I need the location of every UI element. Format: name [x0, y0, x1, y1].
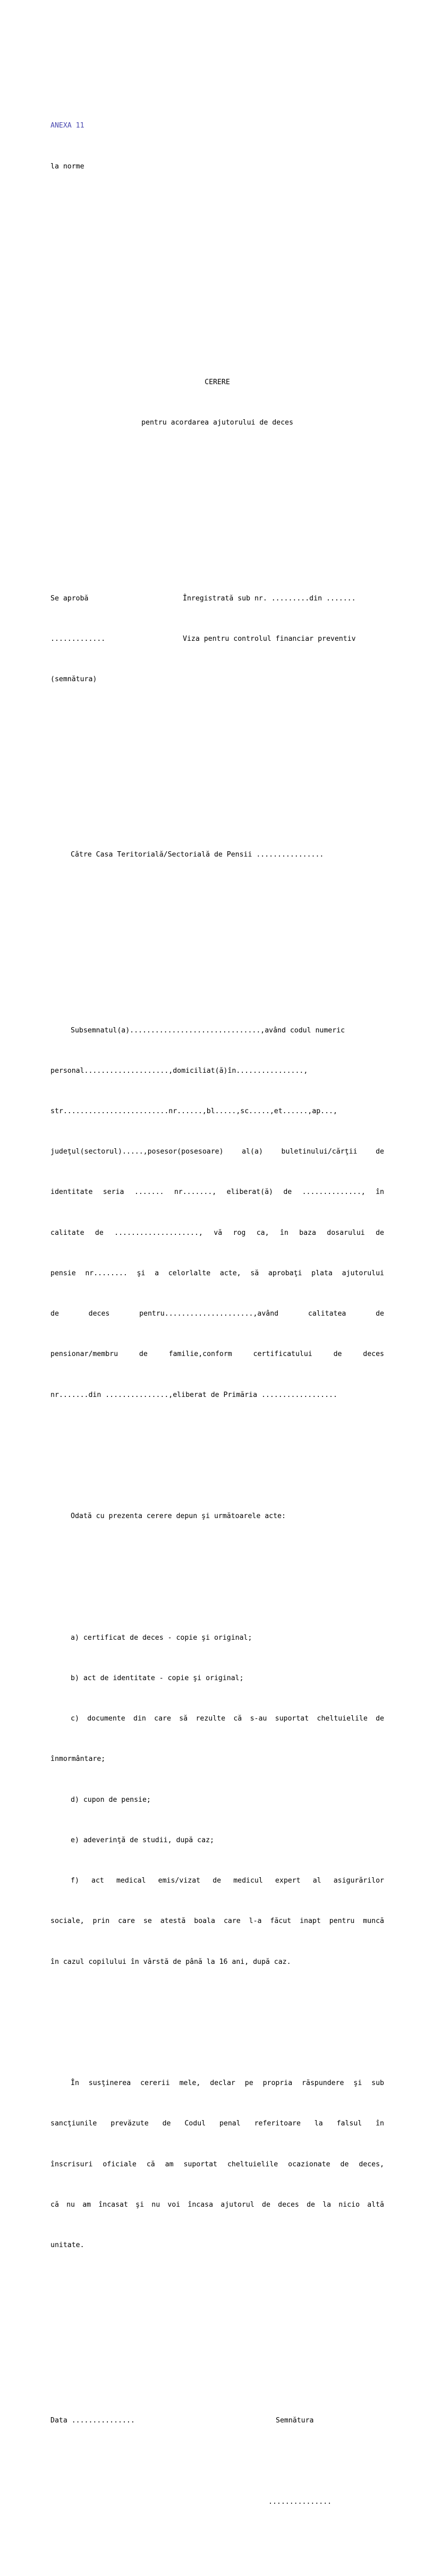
- list-item-e: e) adeverinţă de studii, după caz;: [71, 1836, 214, 1844]
- signature-dots: ...............: [268, 2497, 332, 2506]
- main-request-block: [50, 997, 384, 1429]
- registration-number: Înregistrată sub nr. .........din .......: [183, 594, 356, 603]
- document-body: [50, 38, 384, 2576]
- documents-intro: Odată cu prezenta cerere depun şi următoarele acte:: [71, 1512, 286, 1521]
- approval-block: [50, 565, 384, 713]
- approval-row: [50, 673, 384, 686]
- approval-row: [50, 592, 384, 605]
- declaration-line-3: înscrisuri oficiale că am suportat cheltuielile ocazionate de deces,: [50, 2160, 384, 2168]
- signature-label: Semnătura: [276, 2417, 314, 2425]
- list-item-d: d) cupon de pensie;: [71, 1795, 151, 1804]
- request-line: nr.......din ...............,eliberat de Primăria ..................: [50, 1391, 337, 1399]
- documents-intro-block: [50, 1482, 384, 1550]
- footer-row-signature: [50, 2495, 384, 2509]
- approval-label: Se aprobă: [50, 594, 89, 603]
- spacer: [50, 929, 384, 943]
- date-label: Data ...............: [50, 2417, 135, 2425]
- spacer: [50, 497, 384, 511]
- signature-caption: (semnătura): [50, 675, 97, 684]
- spacer: [50, 2320, 384, 2333]
- annex-subtitle: la norme: [50, 162, 84, 171]
- declaration-line-4: că nu am încasat şi nu voi încasa ajutorul de deces de la nicio altă: [50, 2200, 384, 2209]
- annex-header: [50, 92, 384, 200]
- request-line: de deces pentru.....................,având calitatea de: [50, 1310, 384, 1318]
- declaration-line-2: sancţiunile prevăzute de Codul penal referitoare la falsul în: [50, 2120, 384, 2128]
- list-item-c-line-2: înmormântare;: [50, 1755, 106, 1764]
- list-item-f-line-2: sociale, prin care se atestă boala care l-a făcut inapt pentru muncă: [50, 1917, 384, 1926]
- footer-block: [50, 2387, 384, 2536]
- list-item-f-line-3: în cazul copilului în vârstă de până la 16 ani, după caz.: [50, 1958, 291, 1966]
- approval-dots: .............: [50, 634, 106, 643]
- spacer: [50, 241, 384, 254]
- request-line: pensie nr........ şi a celorlalte acte, să aprobaţi plata ajutorului: [50, 1269, 384, 1277]
- request-line: calitate de ...................., vă rog ca, în baza dosarului de: [50, 1228, 384, 1237]
- request-line: Subsemnatul(a)...............................,având codul numeric: [71, 1026, 345, 1035]
- title-line-1: CERERE: [205, 378, 230, 387]
- document-title: [50, 349, 384, 456]
- title-line-2: pentru acordarea ajutorului de deces: [141, 419, 293, 427]
- declaration-line-1: În susţinerea cererii mele, declar pe propria răspundere şi sub: [71, 2079, 384, 2088]
- annex-reference: ANEXA 11: [50, 122, 84, 130]
- documents-list: [50, 1604, 384, 1996]
- footer-spacer: [50, 2455, 384, 2468]
- addressee-line: Către Casa Teritorială/Sectorială de Pensii ................: [71, 851, 324, 859]
- declaration-block: [50, 2049, 384, 2279]
- spacer: [50, 753, 384, 767]
- approval-row: [50, 632, 384, 646]
- financial-control-visa: Viza pentru controlul financiar preventiv: [183, 634, 356, 643]
- footer-row-labels: [50, 2414, 384, 2427]
- list-item-f-line-1: f) act medical emis/vizat de medicul expert al asigurărilor: [71, 1877, 384, 1885]
- request-line: str.........................nr......,bl.....,sc.....,et......,ap...,: [50, 1107, 337, 1115]
- spacer: [50, 281, 384, 294]
- list-item-a: a) certificat de deces - copie şi original;: [71, 1633, 252, 1642]
- request-line: pensionar/membru de familie,conform certificatului de deces: [50, 1350, 384, 1359]
- request-line: judeţul(sectorul).....,posesor(posesoare) al(a) buletinului/cărţii de: [50, 1148, 384, 1156]
- request-line: personal....................,domiciliat(ă)în................,: [50, 1066, 308, 1075]
- declaration-line-5: unitate.: [50, 2241, 84, 2250]
- list-item-b: b) act de identitate - copie şi original;: [71, 1674, 244, 1683]
- addressee-block: [50, 821, 384, 888]
- list-item-c-line-1: c) documente din care să rezulte că s-au suportat cheltuielile de: [71, 1715, 384, 1723]
- request-line: identitate seria ....... nr......., eliberat(ă) de .............., în: [50, 1188, 384, 1197]
